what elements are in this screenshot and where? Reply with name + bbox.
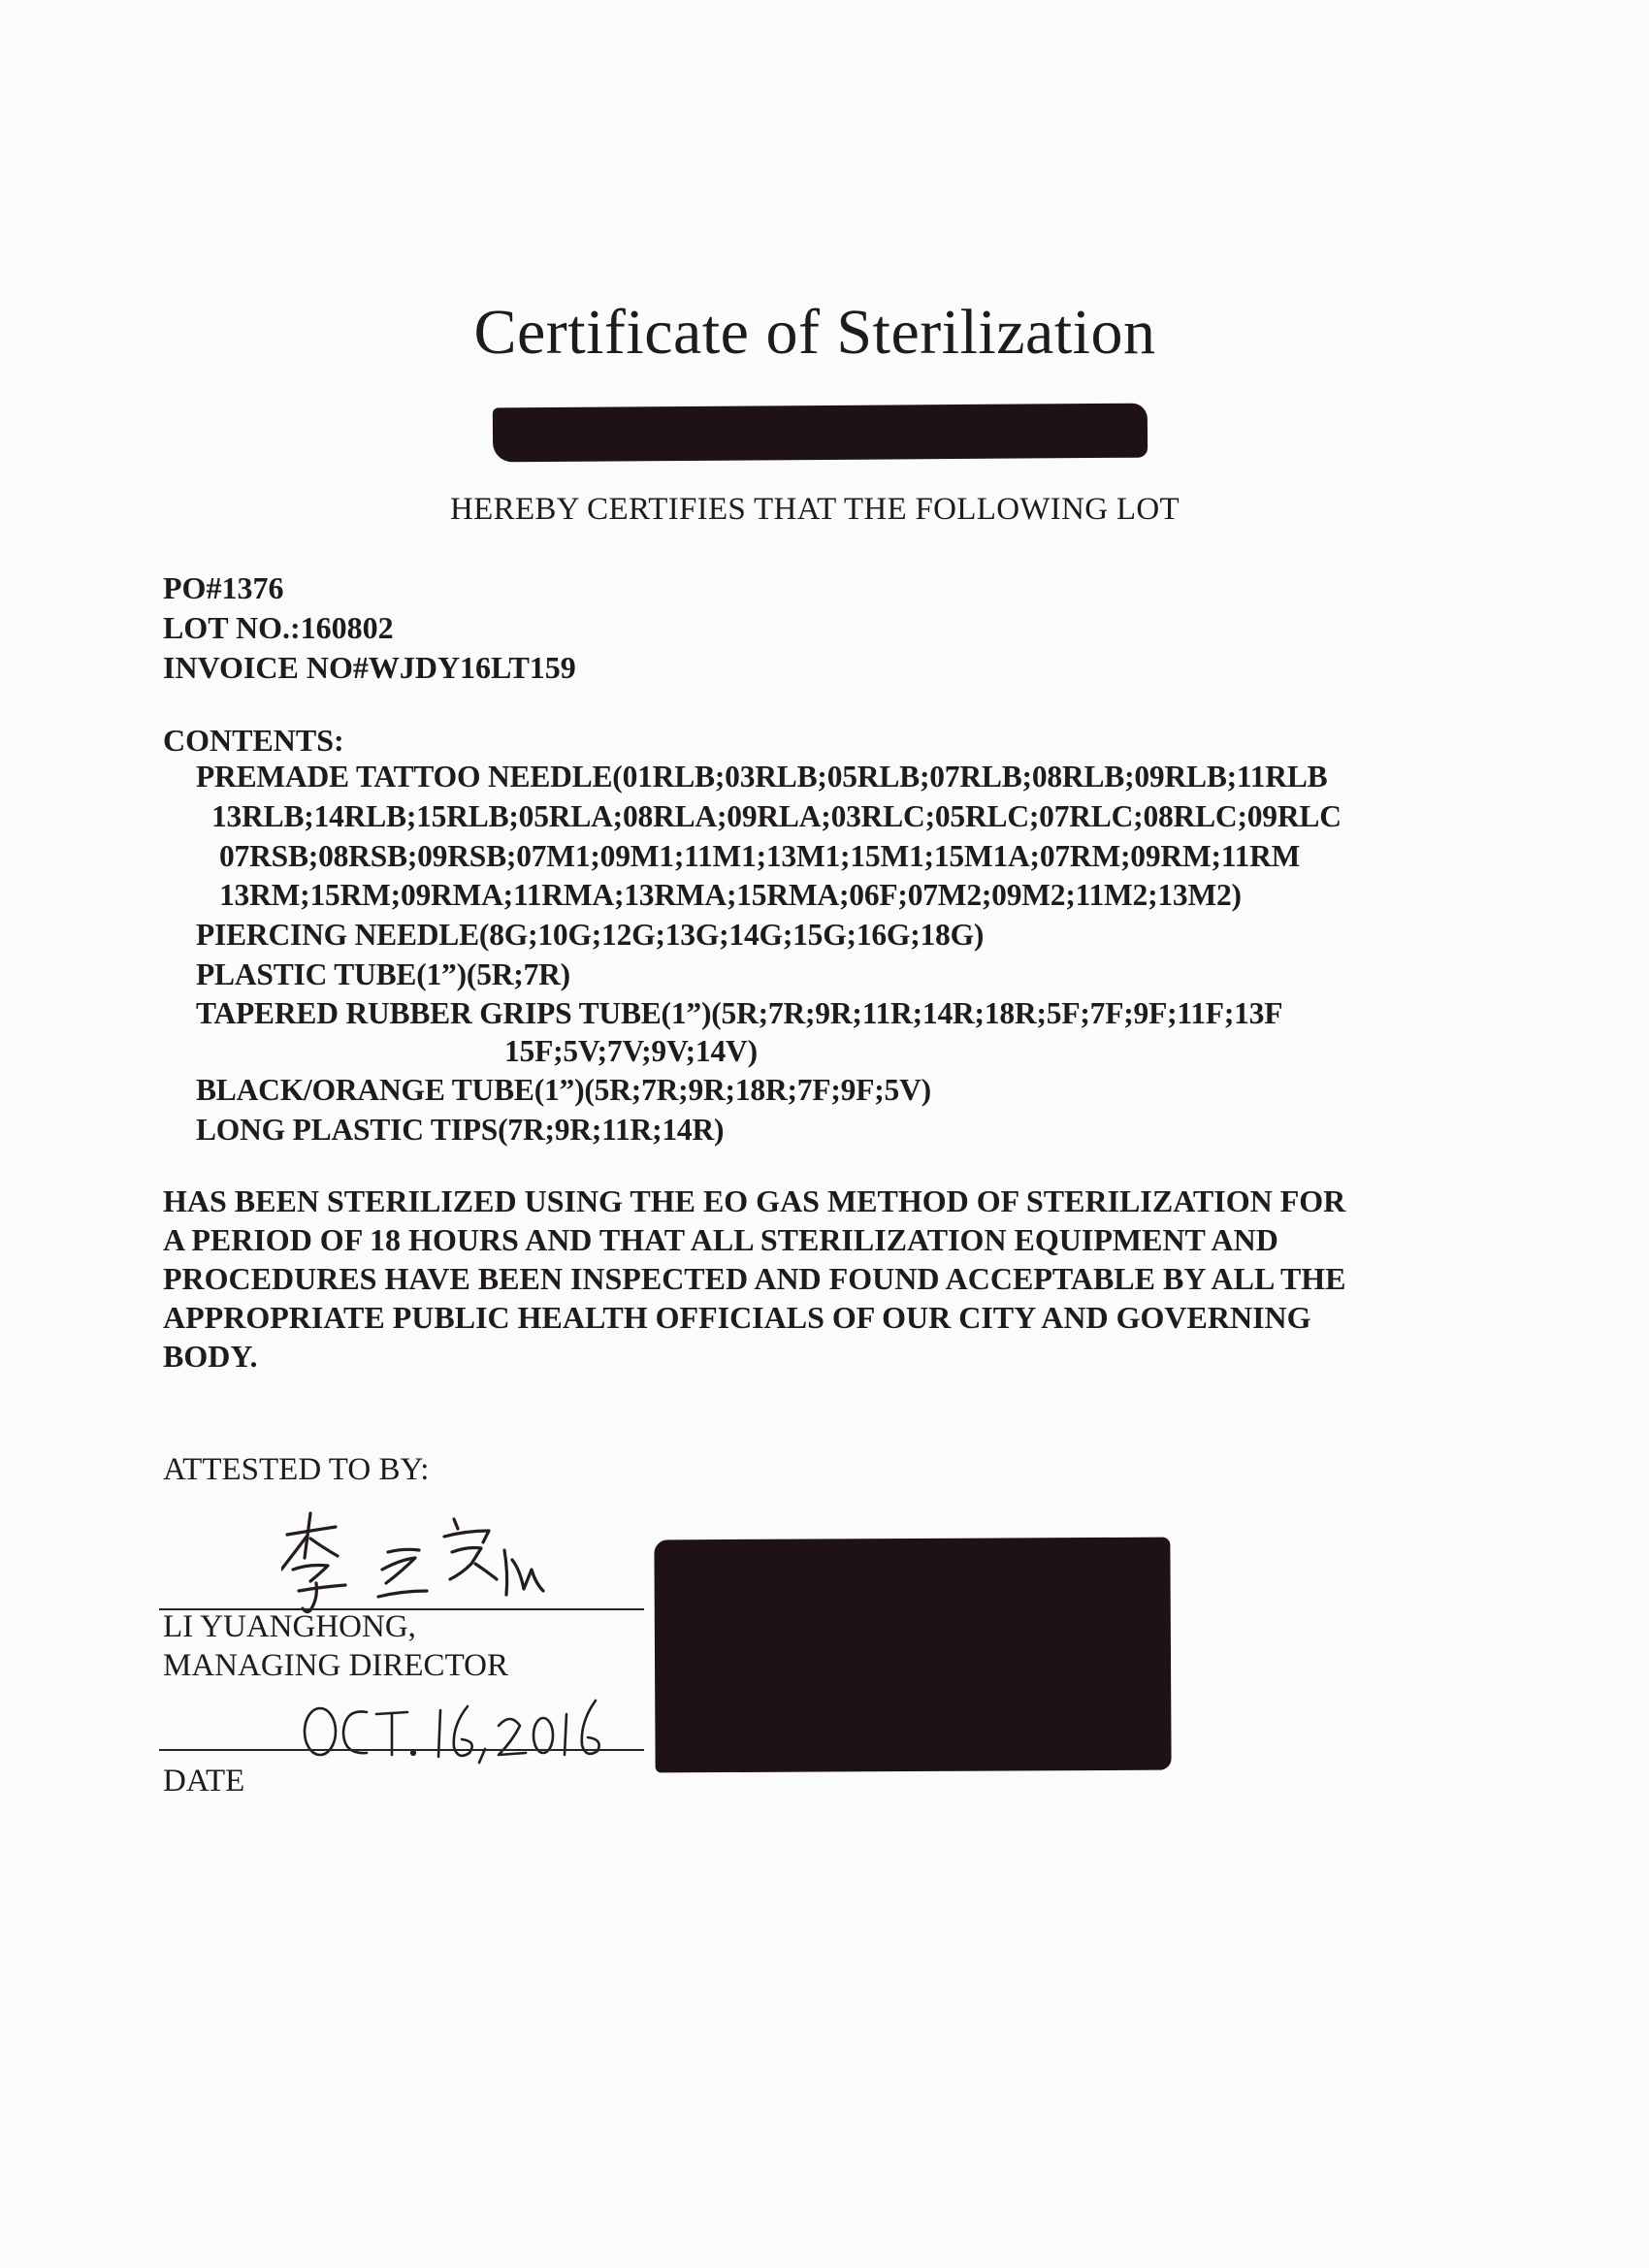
invoice-number: INVOICE NO#WJDY16LT159: [163, 650, 576, 685]
document-title: Certificate of Sterilization: [473, 297, 1156, 368]
contents-line: TAPERED RUBBER GRIPS TUBE(1”)(5R;7R;9R;11R;14R;18R;5F;7F;9F;11F;13F: [196, 996, 1283, 1030]
statement-line: A PERIOD OF 18 HOURS AND THAT ALL STERILIZATION EQUIPMENT AND: [163, 1222, 1278, 1257]
contents-label: CONTENTS:: [163, 723, 344, 758]
signatory-block: [163, 1607, 508, 1685]
redaction-bar-company: [493, 404, 1148, 463]
signatory-name: LI YUANGHONG,: [163, 1609, 416, 1644]
contents-line: PIERCING NEEDLE(8G;10G;12G;13G;14G;15G;16G;18G): [196, 918, 985, 952]
statement-line: HAS BEEN STERILIZED USING THE EO GAS METHOD OF STERILIZATION FOR: [163, 1183, 1346, 1218]
contents-line: BLACK/ORANGE TUBE(1”)(5R;7R;9R;18R;7F;9F;5V): [196, 1073, 931, 1107]
redaction-box-stamp: [654, 1538, 1171, 1773]
signatory-title: MANAGING DIRECTOR: [163, 1648, 508, 1683]
contents-line: 13RM;15RM;09RMA;11RMA;13RMA;15RMA;06F;07M2;09M2;11M2;13M2): [219, 878, 1242, 912]
certifies-line: HEREBY CERTIFIES THAT THE FOLLOWING LOT: [450, 492, 1180, 527]
contents-line: PREMADE TATTOO NEEDLE(01RLB;03RLB;05RLB;07RLB;08RLB;09RLB;11RLB: [196, 760, 1328, 794]
statement-line: PROCEDURES HAVE BEEN INSPECTED AND FOUND ACCEPTABLE BY ALL THE: [163, 1261, 1346, 1296]
contents-line: 13RLB;14RLB;15RLB;05RLA;08RLA;09RLA;03RLC;05RLC;07RLC;08RLC;09RLC: [211, 799, 1342, 833]
attested-label: ATTESTED TO BY:: [163, 1452, 430, 1487]
contents-line: LONG PLASTIC TIPS(7R;9R;11R;14R): [196, 1113, 725, 1147]
contents-line: 07RSB;08RSB;09RSB;07M1;09M1;11M1;13M1;15M1;15M1A;07RM;09RM;11RM: [219, 839, 1301, 873]
contents-line: 15F;5V;7V;9V;14V): [504, 1034, 758, 1068]
lot-identifiers: [163, 568, 576, 688]
contents-line: PLASTIC TUBE(1”)(5R;7R): [196, 957, 570, 991]
sterilization-statement: [163, 1182, 1463, 1376]
statement-line: APPROPRIATE PUBLIC HEALTH OFFICIALS OF OUR CITY AND GOVERNING: [163, 1300, 1311, 1335]
handwritten-signature: [281, 1502, 601, 1623]
handwritten-date: [299, 1693, 609, 1770]
date-line: [159, 1749, 644, 1751]
po-number: PO#1376: [163, 570, 284, 605]
date-label: DATE: [163, 1764, 245, 1798]
statement-line: BODY.: [163, 1339, 258, 1374]
lot-number: LOT NO.:160802: [163, 610, 394, 645]
